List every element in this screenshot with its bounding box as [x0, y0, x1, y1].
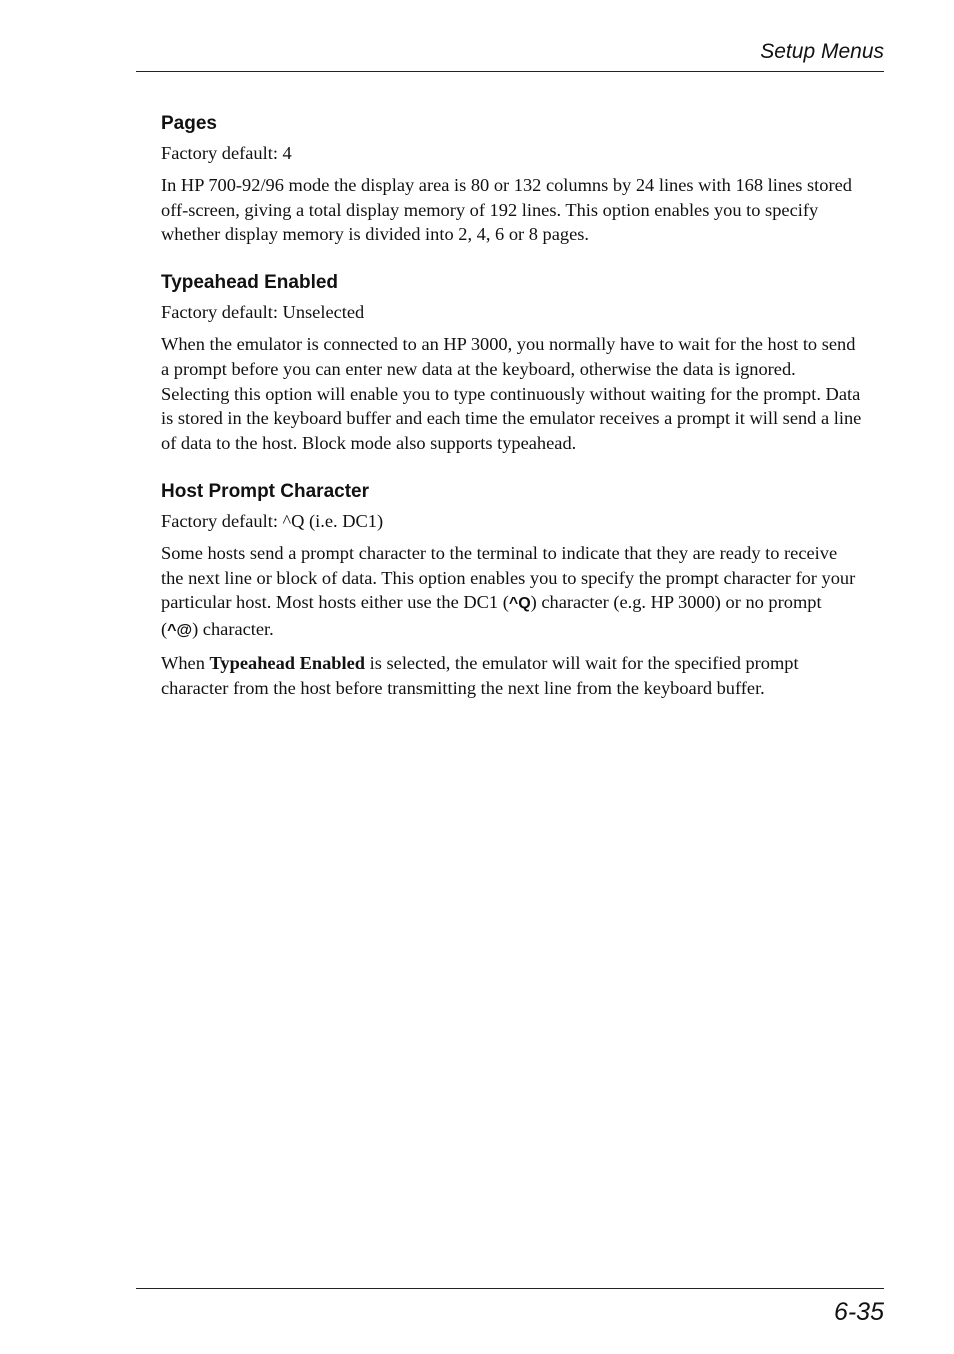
section-heading: Typeahead Enabled: [161, 272, 339, 294]
section-body: When the emulator is connected to an HP 3000, you normally have to wait for the host to send a prompt before you can enter new data at the keyboard, otherwise the data is ignored. Selecting this option will enable you to type continuously without waiting for the prompt. Data is stored in the keyboard buffer and each time the emulator receives a prompt it will send a line of data to the host. Block mode also supports typeahead.: [161, 333, 862, 454]
factory-default: Factory default: ^Q (i.e. DC1): [161, 510, 384, 531]
section-host-prompt-character: [161, 481, 863, 701]
section-pages: [161, 113, 863, 247]
body-text: ) character (e.g. HP 3000) or no prompt (: [161, 592, 822, 640]
body-text: When: [161, 652, 210, 673]
section-heading: Host Prompt Character: [161, 480, 369, 502]
footer-rule: [136, 1288, 884, 1289]
page-content: [161, 113, 863, 726]
body-text: ) character.: [192, 619, 274, 640]
body-text: Some hosts send a prompt character to the terminal to indicate that they are ready to receive the next line or block of data. This option enables you to specify the prompt character for your particular host. Most hosts either use the DC1 (: [161, 542, 856, 613]
key-code-dc1: ^Q: [508, 595, 531, 613]
body-text: is selected, the emulator will wait for the specified prompt character from the host before transmitting the next line from the keyboard buffer.: [161, 652, 799, 698]
section-body: [161, 651, 863, 701]
key-code-null: ^@: [167, 622, 193, 640]
option-reference: Typeahead Enabled: [209, 652, 366, 673]
page-header-title: Setup Menus: [760, 40, 884, 63]
factory-default: Factory default: Unselected: [161, 302, 365, 323]
factory-default: Factory default: 4: [161, 143, 292, 163]
section-heading: Pages: [161, 113, 217, 134]
section-typeahead-enabled: [161, 272, 863, 456]
section-body: [161, 541, 863, 644]
page-number: 6-35: [833, 1298, 884, 1326]
section-body: In HP 700-92/96 mode the display area is 80 or 132 columns by 24 lines with 168 lines stored off-screen, giving a total display memory of 192 lines. This option enables you to specify whether display memory is divided into 2, 4, 6 or 8 pages.: [161, 174, 852, 245]
header-rule: [136, 71, 884, 72]
